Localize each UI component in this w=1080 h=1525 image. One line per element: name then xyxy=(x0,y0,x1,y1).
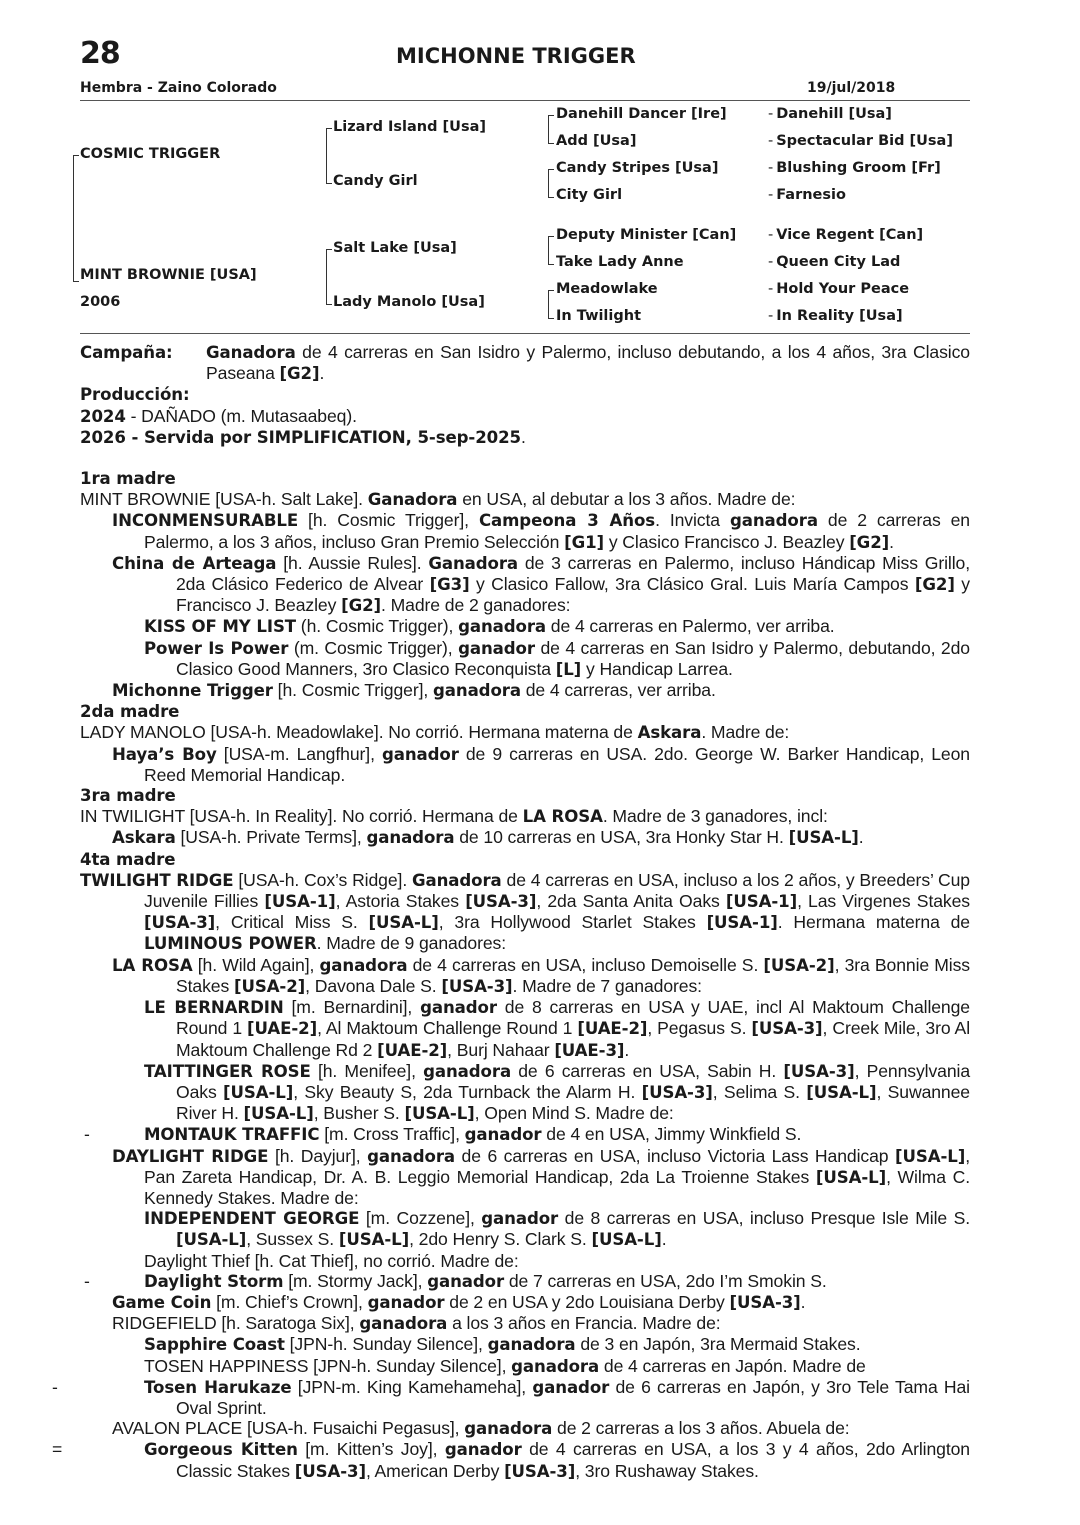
twilight-ridge: TWILIGHT RIDGE [USA-h. Cox’s Ridge]. Ganadora de 4 carreras en USA, incluso a los 2 años, y Breeders’ Cup Juvenile Fillies [USA-1], Astoria Stakes [USA-3], 2da Santa Anita Oaks [USA-1], Las Virgenes Stakes [USA-3], Critical Miss S. [USA-L], 3ra Hollywood Starlet Stakes [USA-1]. Hermana materna de LUMINOUS POWER. Madre de 9 ganadores: xyxy=(80,869,970,954)
sire-sire: Lizard Island [Usa] xyxy=(333,119,486,135)
produce-daylight-ridge: DAYLIGHT RIDGE [h. Dayjur], ganadora de 6 carreras en USA, incluso Victoria Lass Handicap [USA-L], Pan Zareta Handicap, Dr. A. B. Leggio Memorial Handicap, 2da La Troienne Stakes [USA-L], Wilma C. Kennedy Stakes. Madre de: xyxy=(112,1145,970,1208)
madre2-heading: 2da madre xyxy=(80,702,180,722)
produce-tosen-harukaze: - Tosen Harukaze [JPN-m. King Kamehameha], ganador de 6 carreras en Japón, y 3ro Tele Tama Hai Oval Sprint. xyxy=(52,1376,970,1418)
page-number: 28 xyxy=(80,36,120,71)
produce-china-de-arteaga: China de Arteaga [h. Aussie Rules]. Ganadora de 3 carreras en Palermo, incluso Hándicap Miss Grillo, 2da Clásico Federico de Alvear [G3] y Clasico Fallow, 3ra Clásico Gral. Luis María Campos [G2] y Francisco J. Beazley [G2]. Madre de 2 ganadores: xyxy=(112,552,970,616)
produce-inconmensurable: INCONMENSURABLE [h. Cosmic Trigger], Campeona 3 Años. Invicta ganadora de 2 carreras en Palermo, a los 3 años, incluso Gran Premio Selección [G1] y Clasico Francisco J. Beazley [G2]. xyxy=(112,510,970,552)
campaign-paragraph: Campaña: Ganadora de 4 carreras en San Isidro y Palermo, incluso debutando, a los 4 años, 3ra Clasico Paseana [G2]. xyxy=(80,342,970,384)
gen3-8: In Twilight xyxy=(556,308,642,324)
gen3-1: Danehill Dancer [Ire] xyxy=(556,106,727,122)
gen3-bracket-2 xyxy=(548,169,554,198)
gen2-bracket-dam xyxy=(326,249,332,305)
madre1-intro: MINT BROWNIE [USA-h. Salt Lake]. Ganadora en USA, al debutar a los 3 años. Madre de: xyxy=(80,489,796,510)
produce-la-rosa: LA ROSA [h. Wild Again], ganadora de 4 carreras en USA, incluso Demoiselle S. [USA-2], 3ra Bonnie Miss Stakes [USA-2], Davona Dale S. [USA-3]. Madre de 7 ganadores: xyxy=(112,954,971,996)
gen1-bracket xyxy=(73,155,79,282)
produce-gorgeous-kitten: = Gorgeous Kitten [m. Kitten’s Joy], ganador de 4 carreras en USA, a los 3 y 4 años, 2do Arlington Classic Stakes [USA-3], American Derby [USA-3], 3ro Rushaway Stakes. xyxy=(52,1439,970,1481)
pedigree-rule xyxy=(80,333,970,334)
gen3-bracket-3 xyxy=(548,236,554,265)
produce-le-bernardin: LE BERNARDIN [m. Bernardini], ganador de 8 carreras en USA y UAE, incl Al Maktoum Challenge Round 1 [UAE-2], Al Maktoum Challenge Round 1 [UAE-2], Pegasus S. [USA-3], Creek Mile, 3ro Al Maktoum Challenge Rd 2 [UAE-2], Burj Nahaar [UAE-3]. xyxy=(144,997,971,1060)
sire: COSMIC TRIGGER xyxy=(80,146,221,162)
gen4-3: - Blushing Groom [Fr] xyxy=(768,160,941,176)
produce-game-coin: Game Coin [m. Chief’s Crown], ganador de 2 en USA y 2do Louisiana Derby [USA-3]. xyxy=(112,1291,806,1312)
produce-tosen-happiness: TOSEN HAPPINESS [JPN-h. Sunday Silence], ganadora de 4 carreras en Japón. Madre de xyxy=(144,1355,866,1376)
gen4-8: - In Reality [Usa] xyxy=(768,308,903,324)
gen3-2: Add [Usa] xyxy=(556,133,637,149)
gen3-7: Meadowlake xyxy=(556,281,658,297)
production-2026: 2026 - Servida por SIMPLIFICATION, 5-sep-2025. xyxy=(80,426,526,447)
gen3-bracket-4 xyxy=(548,290,554,319)
gen3-4: City Girl xyxy=(556,187,623,203)
produce-ridgefield: RIDGEFIELD [h. Saratoga Six], ganadora a los 3 años en Francia. Madre de: xyxy=(112,1313,721,1334)
gen2-bracket-sire xyxy=(326,128,332,184)
madre2-intro: LADY MANOLO [USA-h. Meadowlake]. No corrió. Hermana materna de Askara. Madre de: xyxy=(80,722,790,743)
madre3-heading: 3ra madre xyxy=(80,786,176,806)
dam-dam: Lady Manolo [Usa] xyxy=(333,294,485,310)
horse-name: MICHONNE TRIGGER xyxy=(396,44,636,68)
dam-sire: Salt Lake [Usa] xyxy=(333,240,457,256)
produce-daylight-thief: Daylight Thief [h. Cat Thief], no corrió. Madre de: xyxy=(144,1250,519,1271)
header-rule xyxy=(80,100,970,101)
production-2024: 2024 - DAÑADO (m. Mutasaabeq). xyxy=(80,405,357,426)
dam-year: 2006 xyxy=(80,294,121,310)
produce-avalon-place: AVALON PLACE [USA-h. Fusaichi Pegasus], ganadora de 2 carreras a los 3 años. Abuela de: xyxy=(112,1418,850,1439)
madre3-intro: IN TWILIGHT [USA-h. In Reality]. No corrió. Hermana de LA ROSA. Madre de 3 ganadores, incl: xyxy=(80,806,828,827)
gen4-1: - Danehill [Usa] xyxy=(768,106,892,122)
produce-montauk-traffic: - MONTAUK TRAFFIC [m. Cross Traffic], ganador de 4 en USA, Jimmy Winkfield S. xyxy=(84,1124,802,1145)
produce-daylight-storm: - Daylight Storm [m. Stormy Jack], ganador de 7 carreras en USA, 2do I’m Smokin S. xyxy=(84,1270,827,1291)
gen4-6: - Queen City Lad xyxy=(768,254,901,270)
produce-independent-george: INDEPENDENT GEORGE [m. Cozzene], ganador de 8 carreras en USA, incluso Presque Isle Mile S. [USA-L], Sussex S. [USA-L], 2do Henry S. Clark S. [USA-L]. xyxy=(144,1208,970,1250)
birth-date: 19/jul/2018 xyxy=(807,80,896,96)
produce-sapphire-coast: Sapphire Coast [JPN-h. Sunday Silence], ganadora de 3 en Japón, 3ra Mermaid Stakes. xyxy=(144,1334,861,1355)
produce-michonne-trigger: Michonne Trigger [h. Cosmic Trigger], ganadora de 4 carreras, ver arriba. xyxy=(112,680,716,701)
gen3-5: Deputy Minister [Can] xyxy=(556,227,737,243)
gen3-3: Candy Stripes [Usa] xyxy=(556,160,719,176)
gen4-7: - Hold Your Peace xyxy=(768,281,910,297)
gen4-2: - Spectacular Bid [Usa] xyxy=(768,133,953,149)
produce-kiss-of-my-list: KISS OF MY LIST (h. Cosmic Trigger), ganadora de 4 carreras en Palermo, ver arriba. xyxy=(144,616,835,637)
gen4-5: - Vice Regent [Can] xyxy=(768,227,924,243)
production-heading: Producción: xyxy=(80,385,190,405)
madre4-heading: 4ta madre xyxy=(80,849,176,869)
horse-description: Hembra - Zaino Colorado xyxy=(80,80,277,96)
produce-hayas-boy: Haya’s Boy [USA-m. Langfhur], ganador de 9 carreras en USA. 2do. George W. Barker Handicap, Leon Reed Memorial Handicap. xyxy=(112,743,970,785)
produce-askara: Askara [USA-h. Private Terms], ganadora de 10 carreras en USA, 3ra Honky Star H. [USA-L]. xyxy=(112,827,864,848)
sire-dam: Candy Girl xyxy=(333,173,418,189)
gen4-4: - Farnesio xyxy=(768,187,846,203)
produce-taittinger-rose: TAITTINGER ROSE [h. Menifee], ganadora de 6 carreras en USA, Sabin H. [USA-3], Pennsylvania Oaks [USA-L], Sky Beauty S, 2da Turnback the Alarm H. [USA-3], Selima S. [USA-L], Suwannee River H. [USA-L], Busher S. [USA-L], Open Mind S. Madre de: xyxy=(144,1060,971,1124)
catalog-body xyxy=(52,342,971,1482)
gen3-6: Take Lady Anne xyxy=(556,254,684,270)
dam: MINT BROWNIE [USA] xyxy=(80,267,257,283)
gen3-bracket-1 xyxy=(548,115,554,144)
produce-power-is-power: Power Is Power (m. Cosmic Trigger), ganador de 4 carreras en San Isidro y Palermo, debutando, 2do Clasico Good Manners, 3ro Clasico Reconquista [L] y Handicap Larrea. xyxy=(144,637,970,679)
madre1-heading: 1ra madre xyxy=(80,469,176,489)
